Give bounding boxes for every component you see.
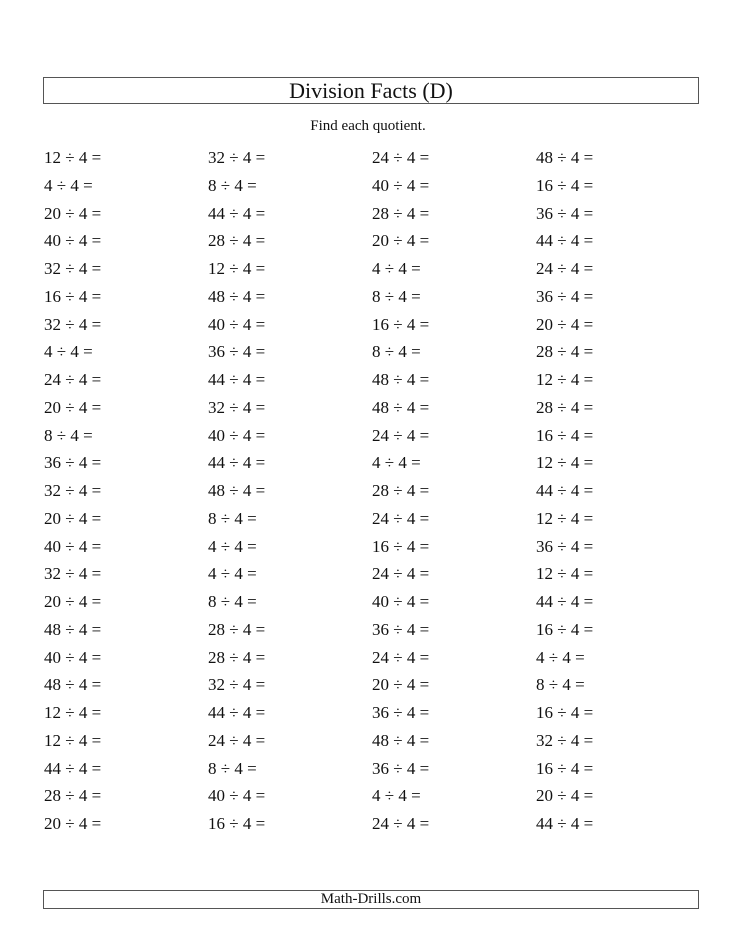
division-problem: 8 ÷ 4 = — [208, 592, 257, 611]
division-problem: 44 ÷ 4 = — [536, 814, 594, 833]
division-problem: 36 ÷ 4 = — [208, 342, 266, 362]
division-problem: 32 ÷ 4 = — [44, 259, 102, 278]
division-problem: 32 ÷ 4 = — [44, 314, 102, 334]
division-problem: 40 ÷ 4 = — [208, 314, 266, 334]
division-problem: 24 ÷ 4 = — [372, 425, 430, 445]
division-problem: 12 ÷ 4 = — [536, 453, 594, 473]
division-problem: 28 ÷ 4 = — [536, 397, 594, 417]
division-problem: 28 ÷ 4 = — [208, 231, 266, 251]
division-problem: 16 ÷ 4 = — [536, 619, 594, 639]
division-problem: 24 ÷ 4 = — [44, 370, 102, 389]
division-problem: 8 ÷ 4 = — [536, 675, 585, 695]
division-problem: 12 ÷ 4 = — [536, 508, 594, 528]
division-problem: 32 ÷ 4 = — [208, 675, 266, 695]
division-problem: 20 ÷ 4 = — [44, 814, 102, 833]
division-problem: 12 ÷ 4 = — [44, 148, 102, 167]
division-problem: 28 ÷ 4 = — [44, 786, 102, 806]
division-problem: 4 ÷ 4 = — [44, 175, 93, 195]
division-problem: 8 ÷ 4 = — [208, 175, 257, 195]
division-problem: 16 ÷ 4 = — [372, 314, 430, 334]
division-problem: 20 ÷ 4 = — [372, 231, 430, 251]
division-problem: 44 ÷ 4 = — [536, 592, 594, 611]
division-problem: 24 ÷ 4 = — [536, 259, 594, 278]
division-problem: 48 ÷ 4 = — [372, 370, 430, 389]
division-problem: 32 ÷ 4 = — [208, 148, 266, 167]
worksheet-title: Division Facts (D) — [43, 77, 699, 104]
division-problem: 44 ÷ 4 = — [208, 703, 266, 722]
division-problem: 44 ÷ 4 = — [208, 453, 266, 473]
division-problem: 4 ÷ 4 = — [208, 564, 257, 584]
division-problem: 16 ÷ 4 = — [208, 814, 266, 833]
division-problem: 32 ÷ 4 = — [208, 397, 266, 417]
division-problem: 36 ÷ 4 = — [536, 286, 594, 306]
division-problem: 12 ÷ 4 = — [208, 259, 266, 278]
division-problem: 28 ÷ 4 = — [208, 619, 266, 639]
division-problem: 16 ÷ 4 = — [44, 286, 102, 306]
division-problem: 28 ÷ 4 = — [372, 203, 430, 223]
division-problem: 4 ÷ 4 = — [44, 342, 93, 362]
division-problem: 12 ÷ 4 = — [536, 564, 594, 584]
division-problem: 44 ÷ 4 = — [536, 231, 594, 251]
division-problem: 20 ÷ 4 = — [44, 397, 102, 417]
division-problem: 24 ÷ 4 = — [372, 814, 430, 833]
division-problem: 20 ÷ 4 = — [44, 592, 102, 611]
division-problem: 16 ÷ 4 = — [536, 175, 594, 195]
division-problem: 16 ÷ 4 = — [536, 425, 594, 445]
division-problem: 24 ÷ 4 = — [372, 148, 430, 167]
division-problem: 8 ÷ 4 = — [208, 758, 257, 778]
division-problem: 12 ÷ 4 = — [44, 730, 102, 750]
division-problem: 20 ÷ 4 = — [372, 675, 430, 695]
division-problem: 32 ÷ 4 = — [536, 730, 594, 750]
division-problem: 8 ÷ 4 = — [372, 342, 421, 362]
instructions: Find each quotient. — [310, 118, 426, 134]
footer-credit: Math-Drills.com — [43, 890, 699, 909]
division-problem: 8 ÷ 4 = — [372, 286, 421, 306]
division-problem: 48 ÷ 4 = — [536, 148, 594, 167]
division-problem: 24 ÷ 4 = — [372, 508, 430, 528]
division-problem: 48 ÷ 4 = — [44, 675, 102, 695]
division-problem: 48 ÷ 4 = — [208, 481, 266, 500]
division-problem: 4 ÷ 4 = — [372, 259, 421, 278]
division-problem: 12 ÷ 4 = — [44, 703, 102, 722]
division-problem: 36 ÷ 4 = — [44, 453, 102, 473]
division-problem: 20 ÷ 4 = — [44, 508, 102, 528]
division-problem: 24 ÷ 4 = — [208, 730, 266, 750]
division-problem: 4 ÷ 4 = — [372, 453, 421, 473]
division-problem: 48 ÷ 4 = — [208, 286, 266, 306]
division-problem: 36 ÷ 4 = — [372, 619, 430, 639]
division-problem: 8 ÷ 4 = — [208, 508, 257, 528]
division-problem: 16 ÷ 4 = — [372, 536, 430, 556]
division-problem: 44 ÷ 4 = — [536, 481, 594, 500]
division-problem: 24 ÷ 4 = — [372, 564, 430, 584]
division-problem: 40 ÷ 4 = — [208, 786, 266, 806]
division-problem: 36 ÷ 4 = — [536, 536, 594, 556]
division-problem: 4 ÷ 4 = — [208, 536, 257, 556]
division-problem: 20 ÷ 4 = — [536, 786, 594, 806]
division-problem: 40 ÷ 4 = — [44, 647, 102, 667]
division-problem: 40 ÷ 4 = — [372, 592, 430, 611]
division-problem: 16 ÷ 4 = — [536, 758, 594, 778]
division-problem: 4 ÷ 4 = — [372, 786, 421, 806]
division-problem: 48 ÷ 4 = — [44, 619, 102, 639]
division-problem: 28 ÷ 4 = — [372, 481, 430, 500]
division-problem: 4 ÷ 4 = — [536, 647, 585, 667]
division-problem: 36 ÷ 4 = — [536, 203, 594, 223]
division-problem: 48 ÷ 4 = — [372, 397, 430, 417]
division-problem: 20 ÷ 4 = — [536, 314, 594, 334]
division-problem: 16 ÷ 4 = — [536, 703, 594, 722]
problem-grid — [44, 144, 704, 838]
division-problem: 44 ÷ 4 = — [208, 370, 266, 389]
division-problem: 36 ÷ 4 = — [372, 758, 430, 778]
division-problem: 44 ÷ 4 = — [44, 758, 102, 778]
division-problem: 32 ÷ 4 = — [44, 564, 102, 584]
division-problem: 40 ÷ 4 = — [208, 425, 266, 445]
division-problem: 40 ÷ 4 = — [44, 231, 102, 251]
division-problem: 32 ÷ 4 = — [44, 481, 102, 500]
division-problem: 12 ÷ 4 = — [536, 370, 594, 389]
division-problem: 40 ÷ 4 = — [372, 175, 430, 195]
division-problem: 44 ÷ 4 = — [208, 203, 266, 223]
division-problem: 40 ÷ 4 = — [44, 536, 102, 556]
division-problem: 48 ÷ 4 = — [372, 730, 430, 750]
division-problem: 28 ÷ 4 = — [208, 647, 266, 667]
division-problem: 20 ÷ 4 = — [44, 203, 102, 223]
division-problem: 8 ÷ 4 = — [44, 425, 93, 445]
division-problem: 36 ÷ 4 = — [372, 703, 430, 722]
division-problem: 28 ÷ 4 = — [536, 342, 594, 362]
division-problem: 24 ÷ 4 = — [372, 647, 430, 667]
